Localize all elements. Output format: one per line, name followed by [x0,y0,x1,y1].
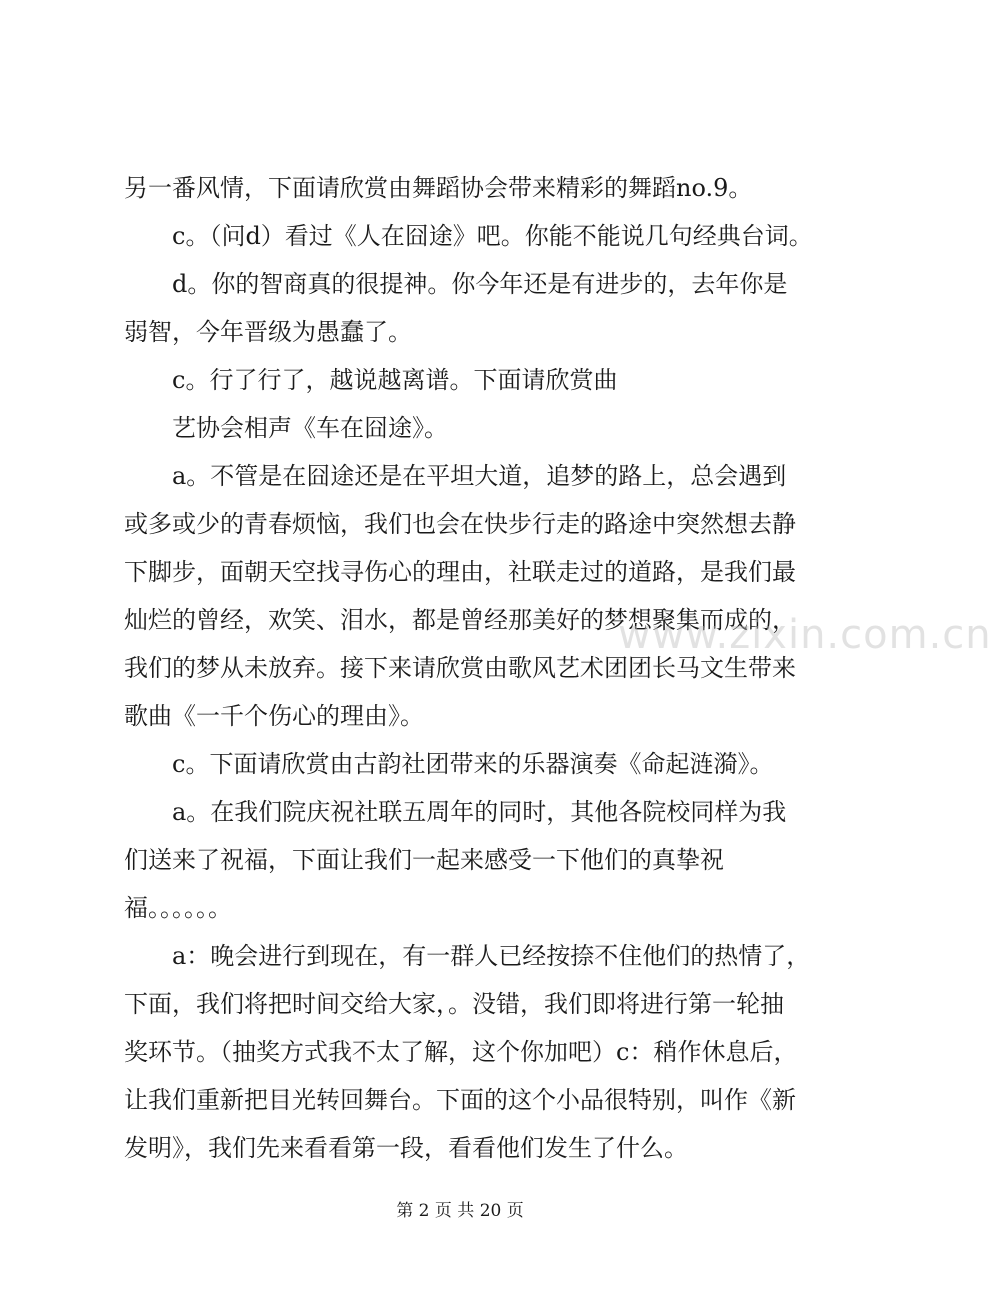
text-line: a。在我们院庆祝社联五周年的同时，其他各院校同样为我 [172,798,787,826]
text-line: c。（问d）看过《人在囧途》吧。你能不能说几句经典台词。 [172,222,813,250]
text-line: 奖环节。（抽奖方式我不太了解，这个你加吧）c：稍作休息后， [124,1038,798,1066]
text-line: 发明》，我们先来看看第一段，看看他们发生了什么。 [124,1134,688,1162]
text-line: 灿烂的曾经，欢笑、泪水，都是曾经那美好的梦想聚集而成的， [124,606,796,634]
watermark: www.zixin.com.cn [618,612,992,658]
text-line: 们送来了祝福，下面让我们一起来感受一下他们的真挚祝 [124,846,724,874]
text-line: 另一番风情，下面请欣赏由舞蹈协会带来精彩的舞蹈no.9。 [124,174,753,202]
text-line: c。行了行了，越说越离谱。下面请欣赏曲 [172,366,618,394]
text-line: 或多或少的青春烦恼，我们也会在快步行走的路途中突然想去静 [124,510,796,538]
text-line: d。你的智商真的很提神。你今年还是有进步的，去年你是 [172,270,788,298]
text-line: 福。。。。。。 [124,894,232,922]
text-line: 下脚步，面朝天空找寻伤心的理由，社联走过的道路，是我们最 [124,558,796,586]
text-line: 艺协会相声《车在囧途》。 [172,414,448,442]
text-line: 我们的梦从未放弃。接下来请欣赏由歌风艺术团团长马文生带来 [124,654,796,682]
text-line: 让我们重新把目光转回舞台。下面的这个小品很特别，叫作《新 [124,1086,796,1114]
text-line: 下面，我们将把时间交给大家，。没错，我们即将进行第一轮抽 [124,990,784,1018]
page-number-footer: 第 2 页 共 20 页 [396,1201,524,1221]
text-line: a。不管是在囧途还是在平坦大道，追梦的路上，总会遇到 [172,462,787,490]
text-line: a：晚会进行到现在，有一群人已经按捺不住他们的热情了， [172,942,811,970]
text-line: c。下面请欣赏由古韵社团带来的乐器演奏《命起涟漪》。 [172,750,774,778]
text-line: 歌曲《一千个伤心的理由》。 [124,702,424,730]
text-line: 弱智，今年晋级为愚蠢了。 [124,318,412,346]
